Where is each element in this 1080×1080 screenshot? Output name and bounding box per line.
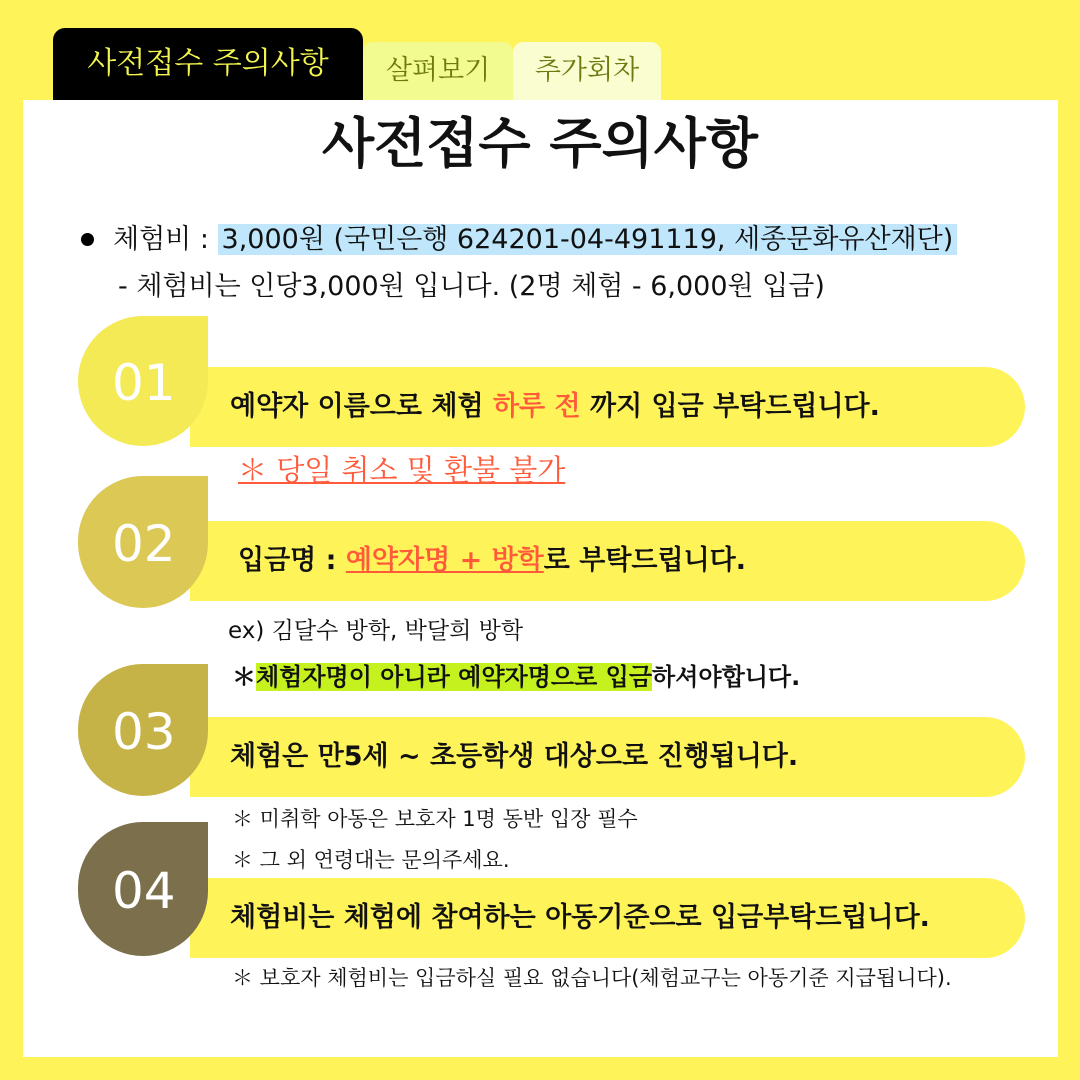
tab-precheck-notice[interactable]: 사전접수 주의사항 xyxy=(53,28,363,102)
item-03-number-badge: 03 xyxy=(78,664,208,796)
item-02-text: 입금명 : 예약자명 + 방학로 부탁드립니다. xyxy=(238,545,746,576)
item-03-text: 체험은 만5세 ~ 초등학생 대상으로 진행됩니다. xyxy=(230,741,799,772)
fee-detail: - 체험비는 인당3,000원 입니다. (2명 체험 - 6,000원 입금) xyxy=(118,271,825,302)
tab-overview[interactable]: 살펴보기 xyxy=(363,42,513,102)
item-01-highlight: 하루 전 xyxy=(492,391,581,422)
bullet-dot-icon xyxy=(81,233,94,246)
fee-value: 3,000원 (국민은행 624201-04-491119, 세종문화유산재단) xyxy=(218,224,958,255)
item-02-example: ex) 김달수 방학, 박달희 방학 xyxy=(228,618,524,644)
fee-label: 체험비 : xyxy=(113,224,209,255)
item-03-note-2: ＊ 그 외 연령대는 문의주세요. xyxy=(232,848,510,872)
item-01-text: 예약자 이름으로 체험 하루 전 까지 입금 부탁드립니다. xyxy=(230,391,880,422)
item-02-highlight: 예약자명 + 방학 xyxy=(345,545,544,576)
item-03-note-1: ＊ 미취학 아동은 보호자 1명 동반 입장 필수 xyxy=(232,807,638,831)
item-01-note: ＊ 당일 취소 및 환불 불가 xyxy=(238,453,566,487)
item-01-number-badge: 01 xyxy=(78,316,208,446)
item-04-text: 체험비는 체험에 참여하는 아동기준으로 입금부탁드립니다. xyxy=(230,902,930,933)
item-02-note-highlight: 체험자명이 아니라 예약자명으로 입금 xyxy=(256,663,653,691)
item-02-note: ＊체험자명이 아니라 예약자명으로 입금하셔야합니다. xyxy=(232,663,801,691)
tab-extra-sessions[interactable]: 추가회차 xyxy=(513,42,661,102)
fee-line xyxy=(113,218,957,262)
page-title: 사전접수 주의사항 xyxy=(321,112,759,175)
item-04-note: ＊ 보호자 체험비는 입금하실 필요 없습니다(체험교구는 아동기준 지급됩니다). xyxy=(232,966,952,990)
item-02-number-badge: 02 xyxy=(78,476,208,608)
item-04-number-badge: 04 xyxy=(78,822,208,956)
